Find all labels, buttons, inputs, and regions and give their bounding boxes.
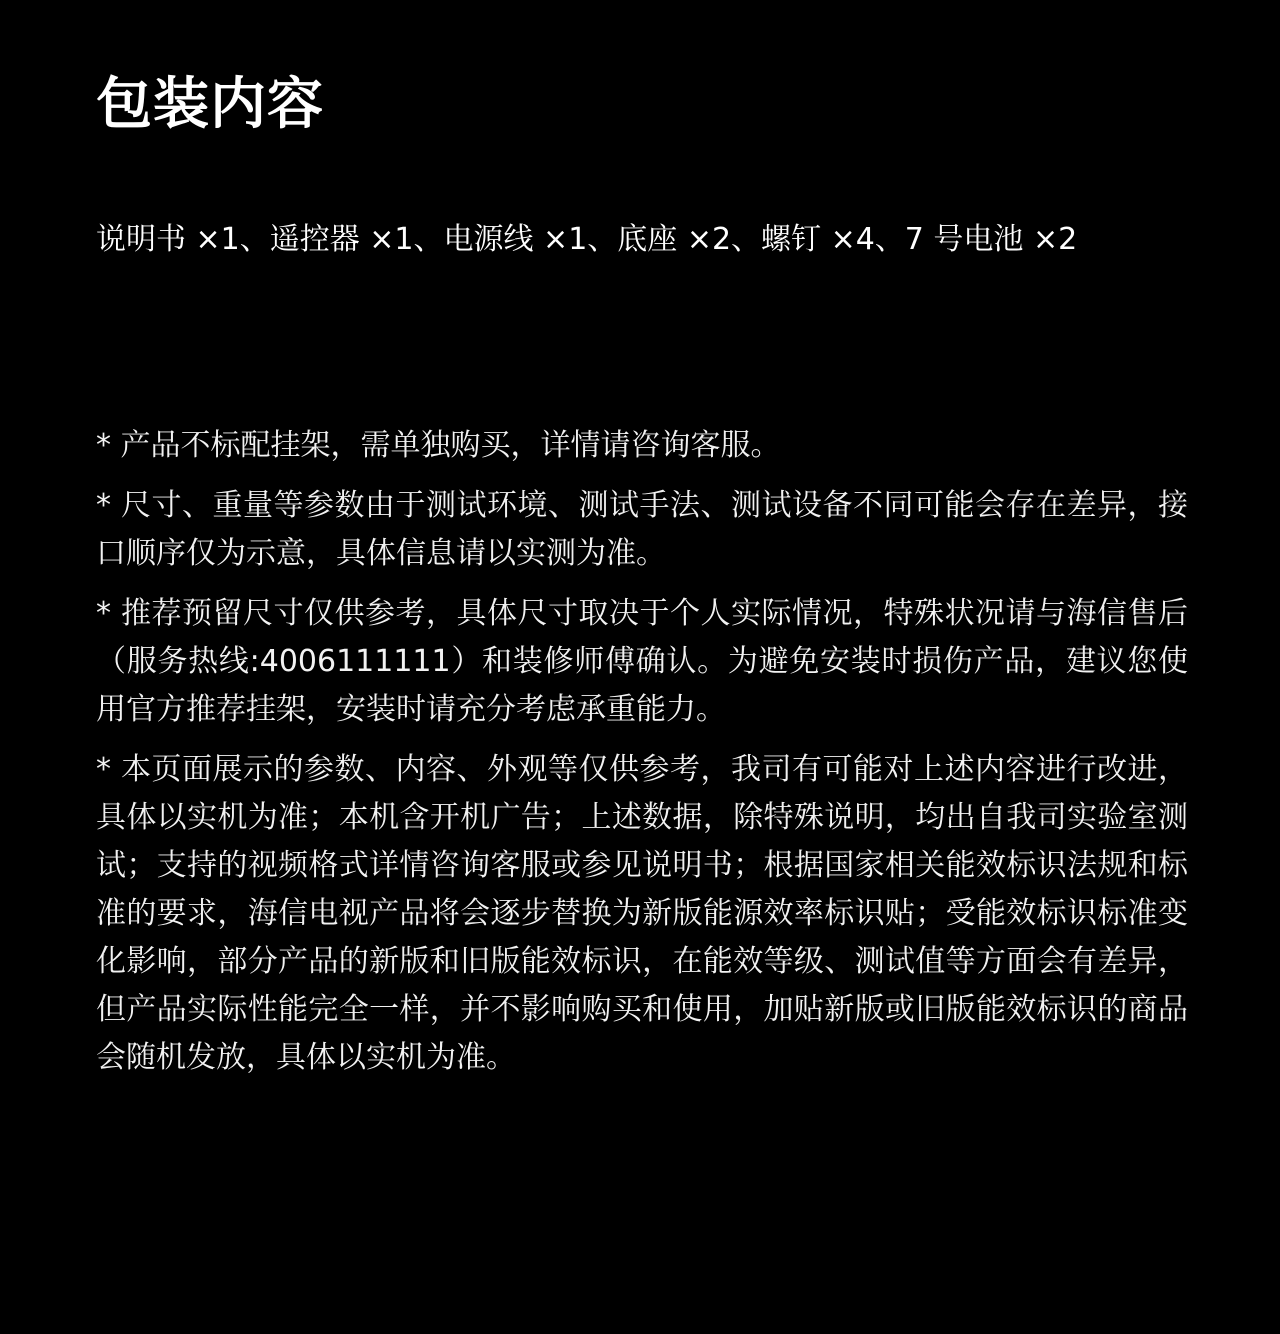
package-contents-list: 说明书 ×1、遥控器 ×1、电源线 ×1、底座 ×2、螺钉 ×4、7 号电池 ×2 <box>96 222 1078 257</box>
disclaimer-notes <box>96 422 1188 1094</box>
note-mount-not-included: * 产品不标配挂架，需单独购买，详情请咨询客服。 <box>96 428 781 463</box>
section-title: 包装内容 <box>96 72 324 137</box>
note-dimension-variance: * 尺寸、重量等参数由于测试环境、测试手法、测试设备不同可能会存在差异，接口顺序仅为示意，具体信息请以实测为准。 <box>96 488 1188 571</box>
note-installation-advice: * 推荐预留尺寸仅供参考，具体尺寸取决于个人实际情况，特殊状况请与海信售后（服务热线:4006111111）和装修师傅确认。为避免安装时损伤产品，建议您使用官方推荐挂架，安装时请充分考虑承重能力。 <box>96 596 1188 727</box>
note-general-disclaimer: * 本页面展示的参数、内容、外观等仅供参考，我司有可能对上述内容进行改进，具体以实机为准；本机含开机广告；上述数据，除特殊说明，均出自我司实验室测试；支持的视频格式详情咨询客服或参见说明书；根据国家相关能效标识法规和标准的要求，海信电视产品将会逐步替换为新版能源效率标识贴；受能效标识标准变化影响，部分产品的新版和旧版能效标识，在能效等级、测试值等方面会有差异，但产品实际性能完全一样，并不影响购买和使用，加贴新版或旧版能效标识的商品会随机发放，具体以实机为准。 <box>96 752 1188 1075</box>
